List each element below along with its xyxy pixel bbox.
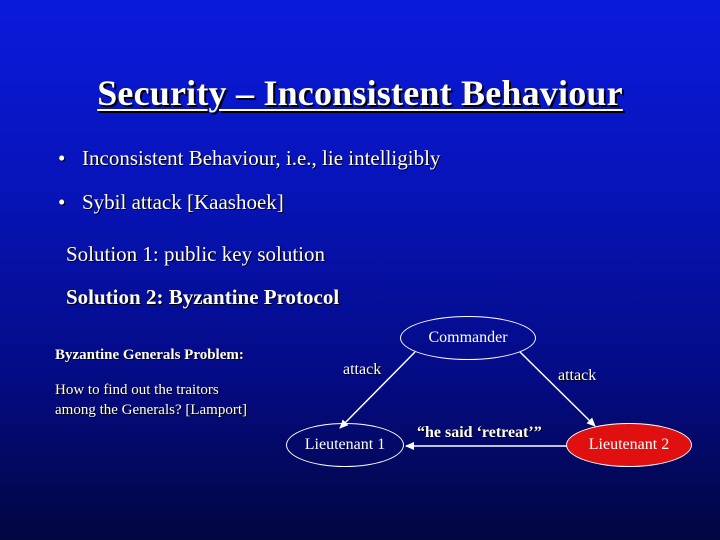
solution-2: Solution 2: Byzantine Protocol [66,285,340,309]
solution-1: Solution 1: public key solution [66,242,326,266]
bottom-edge-label: “he said ‘retreat’” [417,424,542,441]
lieutenant-2-node [566,423,692,467]
lieutenant-1-label: Lieutenant 1 [304,436,386,453]
bullet-marker: • [58,146,66,170]
bullet-text: Sybil attack [Kaashoek] [82,190,284,214]
lieutenant-1-node [286,423,404,467]
lieutenant-2-label: Lieutenant 2 [588,436,670,453]
problem-heading: Byzantine Generals Problem: [55,347,244,363]
right-edge-label: attack [558,367,597,384]
commander-label: Commander [428,329,508,346]
bullet-marker: • [58,190,66,214]
left-edge-label: attack [343,361,382,378]
bullet-text: Inconsistent Behaviour, i.e., lie intelligibly [82,146,441,170]
problem-text-line-2: among the Generals? [Lamport] [55,402,248,418]
commander-node [400,316,536,360]
arrow-commander-to-lieutenant-2 [520,352,595,426]
problem-text-line-1: How to find out the traitors [55,382,219,398]
slide-title: Security – Inconsistent Behaviour [97,73,623,113]
